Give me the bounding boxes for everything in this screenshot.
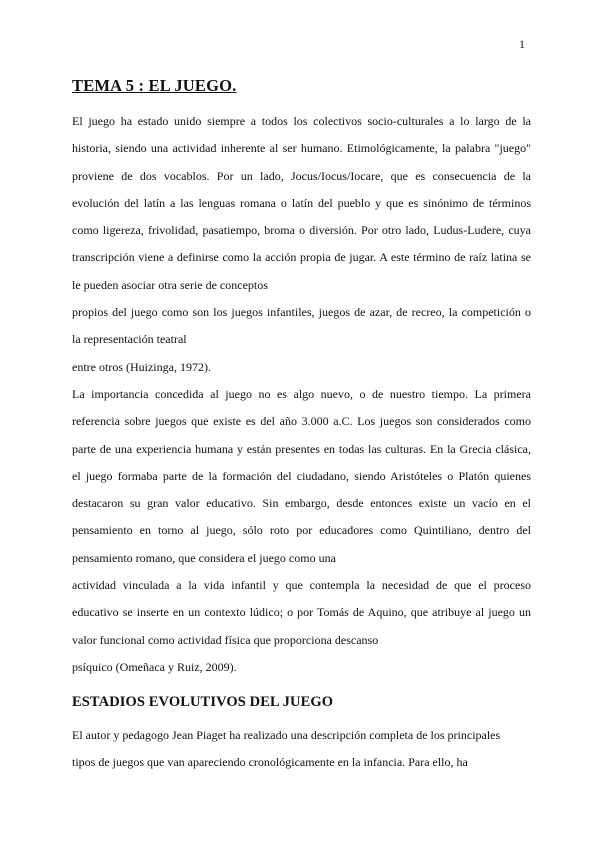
text-line: actividad vinculada a la vida infantil y que contempla la necesidad de que el proceso: [72, 578, 531, 593]
text-line: transcripción viene a definirse como la acción propia de jugar. A este término de raíz latina se: [72, 250, 531, 265]
text-line: parte de una experiencia humana y están presentes en todas las culturas. En la Grecia clásica,: [72, 441, 531, 456]
text-line: El autor y pedagogo Jean Piaget ha realizado una descripción completa de los principales: [72, 728, 501, 742]
paragraph-intro: [72, 108, 531, 381]
text-line: El juego ha estado unido siempre a todos los colectivos socio-culturales a lo largo de la: [72, 114, 531, 128]
text-line: el juego formaba parte de la formación del ciudadano, siendo Aristóteles o Platón quienes: [72, 468, 531, 483]
text-line: evolución del latín a las lenguas romana o latín del pueblo y que es sinónimo de términos: [72, 195, 531, 210]
paragraph-piaget: [72, 722, 500, 777]
text-line: valor funcional como actividad física que proporciona descanso: [72, 632, 379, 647]
section-heading: ESTADIOS EVOLUTIVOS DEL JUEGO: [72, 694, 334, 710]
text-line: educativo se inserte en un contexto lúdico; o por Tomás de Aquino, que atribuye al juego un: [72, 605, 531, 620]
text-line: referencia sobre juegos que existe es del año 3.000 a.C. Los juegos son considerados como: [72, 414, 531, 429]
text-line: psíquico (Omeñaca y Ruiz, 2009).: [72, 659, 237, 674]
text-line: tipos de juegos que van apareciendo cronológicamente en la infancia. Para ello, ha: [72, 755, 468, 770]
text-line: le pueden asociar otra serie de conceptos: [72, 277, 268, 292]
text-line: pensamiento en torno al juego, sólo roto por educadores como Quintiliano, dentro del: [72, 523, 531, 538]
text-line: como ligereza, frivolidad, pasatiempo, broma o diversión. Por otro lado, Ludus-Ludere, cuya: [72, 223, 531, 238]
text-line: proviene de dos vocablos. Por un lado, Jocus/Iocus/Iocare, que es consecuencia de la: [72, 168, 531, 183]
text-line: entre otros (Huizinga, 1972).: [72, 359, 211, 374]
text-line: pensamiento romano, que considera el juego como una: [72, 550, 336, 565]
text-line: destacaron su gran valor educativo. Sin embargo, desde entonces existe un vacío en el: [72, 496, 531, 511]
paragraph-history: [72, 381, 531, 681]
text-line: historia, siendo una actividad inherente al ser humano. Etimológicamente, la palabra "juego": [72, 141, 531, 156]
text-line: la representación teatral: [72, 332, 187, 347]
page-title: TEMA 5 : EL JUEGO.: [72, 76, 237, 95]
text-line: propios del juego como son los juegos infantiles, juegos de azar, de recreo, la competición o: [72, 305, 531, 320]
text-line: La importancia concedida al juego no es algo nuevo, o de nuestro tiempo. La primera: [72, 387, 531, 401]
page-number: 1: [519, 37, 525, 51]
